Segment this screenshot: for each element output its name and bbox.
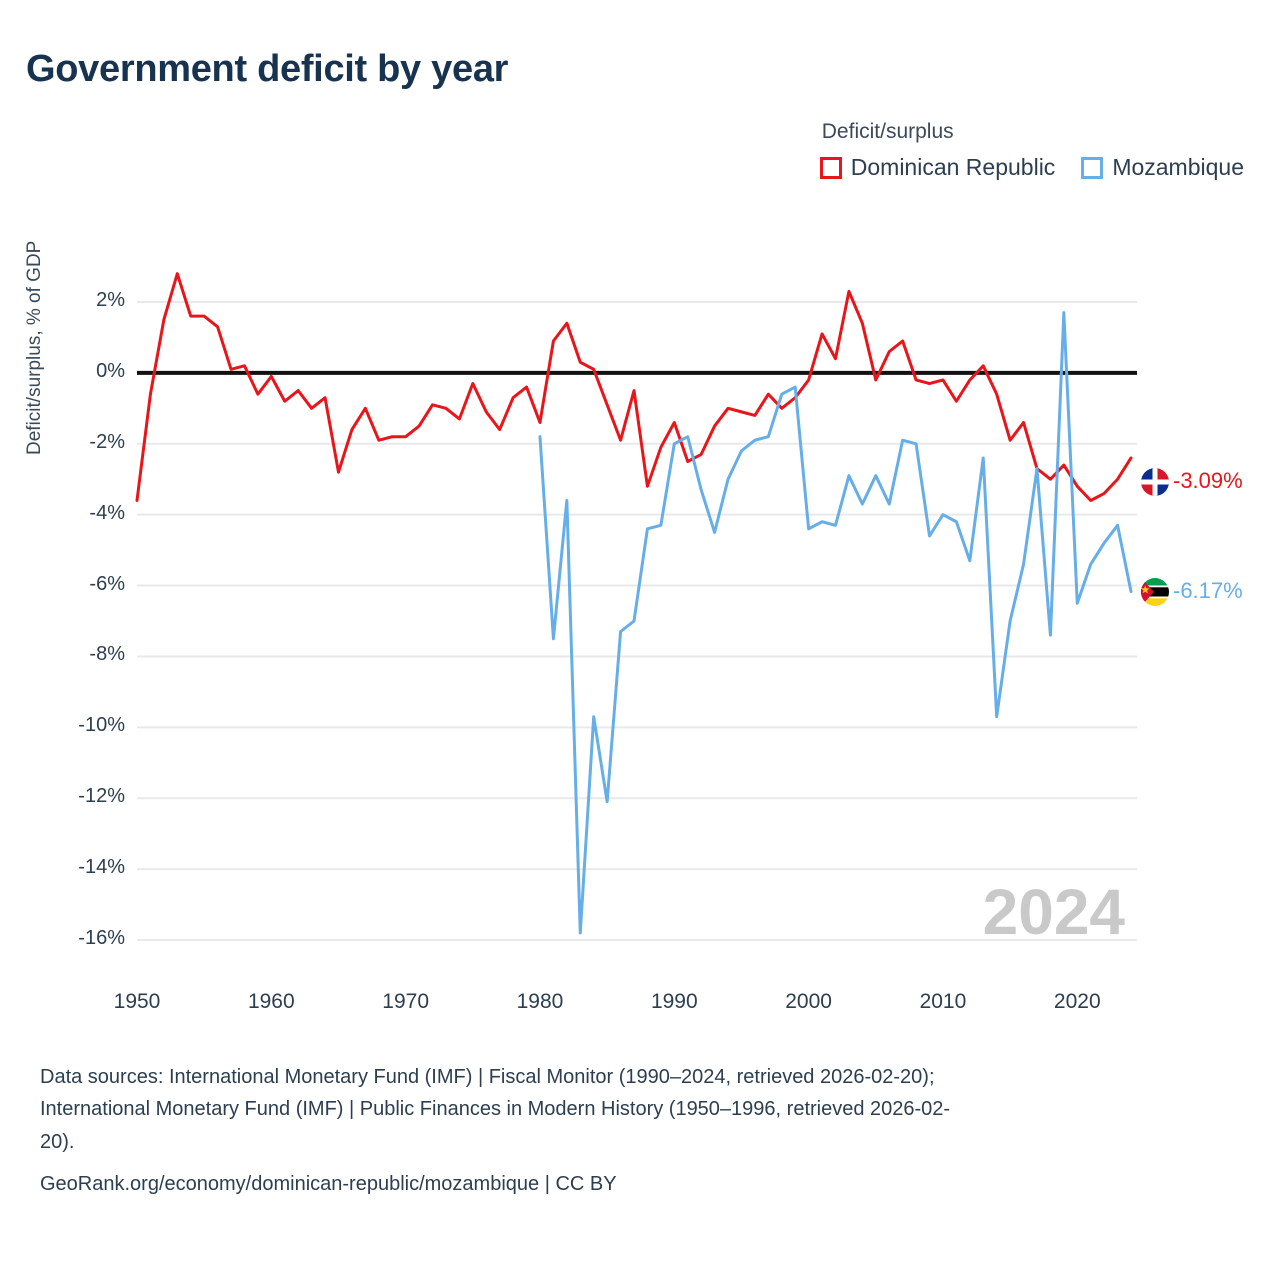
footer-line-4: GeoRank.org/economy/dominican-republic/mozambique | CC BY xyxy=(40,1173,617,1196)
legend-item-label: Dominican Republic xyxy=(850,154,1056,180)
x-tick-label: 2020 xyxy=(1053,990,1101,1013)
end-value-mozambique: -6.17% xyxy=(1173,577,1243,603)
y-tick-label: -14% xyxy=(78,856,125,879)
y-tick-label: 0% xyxy=(96,359,125,382)
y-tick-label: -16% xyxy=(78,927,125,949)
y-tick-label: -8% xyxy=(89,643,125,666)
x-tick-label: 2010 xyxy=(919,990,967,1013)
x-tick-label: 1990 xyxy=(650,990,698,1013)
page-title: Government deficit by year xyxy=(26,48,509,90)
footer-line-3: 20). xyxy=(40,1130,75,1153)
y-tick-label: -10% xyxy=(78,714,125,737)
x-tick-label: 2000 xyxy=(785,990,832,1013)
y-tick-label: -4% xyxy=(89,501,125,524)
end-value-dominican-republic: -3.09% xyxy=(1173,468,1243,494)
x-tick-label: 1980 xyxy=(516,990,564,1013)
year-watermark: 2024 xyxy=(982,876,1125,948)
legend-title: Deficit/surplus xyxy=(821,120,954,143)
mozambique-flag-icon xyxy=(1141,578,1169,606)
y-tick-label: 2% xyxy=(96,289,125,311)
footer-line-2: International Monetary Fund (IMF) | Public Finances in Modern History (1950–1996, retrieved 2026-02- xyxy=(40,1098,951,1121)
y-tick-label: -6% xyxy=(89,572,125,595)
footer-sources xyxy=(40,1062,1250,1202)
y-tick-label: -2% xyxy=(89,430,125,453)
legend-item-label: Mozambique xyxy=(1112,154,1244,180)
x-tick-label: 1970 xyxy=(382,990,429,1013)
footer-line-1: Data sources: International Monetary Fund (IMF) | Fiscal Monitor (1990–2024, retrieved 2026-02-20); xyxy=(40,1066,935,1088)
y-axis-label: Deficit/surplus, % of GDP xyxy=(24,240,45,455)
x-tick-label: 1960 xyxy=(247,990,295,1013)
x-tick-label: 1950 xyxy=(113,990,161,1013)
y-tick-label: -12% xyxy=(78,785,125,808)
